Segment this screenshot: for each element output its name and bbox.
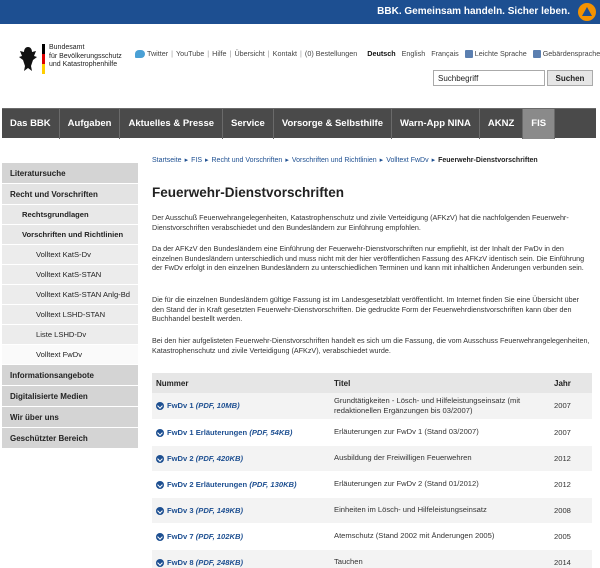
doc-title: Ausbildung der Freiwilligen Feuerwehren (330, 445, 550, 471)
twitter-link[interactable]: Twitter (135, 49, 168, 58)
doc-year: 2007 (550, 419, 592, 445)
nav-aufgaben[interactable]: Aufgaben (60, 109, 121, 139)
sidebar-item-katsstan-anlg[interactable]: Volltext KatS-STAN Anlg-Bd (2, 285, 138, 305)
overview-link[interactable]: Übersicht (234, 49, 265, 58)
intro-paragraph-1: Der Ausschuß Feuerwehrangelegenheiten, Katastrophenschutz und zivile Verteidigung (AFKzV) hat die nachfolgenden Feuerwehr-Dienstvorschriften verabschiedet und den Bundesländern zur Einführung empfohlen. (152, 213, 569, 232)
download-arrow-icon (156, 533, 164, 541)
orders-link[interactable]: (0) Bestellungen (304, 49, 358, 58)
top-bar (0, 0, 600, 24)
german-flag-bar (42, 44, 45, 74)
doc-year: 2007 (550, 393, 592, 419)
page-title: Feuerwehr-Dienstvorschriften (152, 185, 345, 200)
lang-english[interactable]: English (401, 49, 426, 58)
download-link[interactable]: FwDv 7 (PDF, 102KB) (156, 532, 243, 541)
download-arrow-icon (156, 481, 164, 489)
search-button[interactable]: Suchen (547, 70, 593, 86)
sidebar-item-digitalisierte-medien[interactable]: Digitalisierte Medien (2, 386, 138, 407)
contact-link[interactable]: Kontakt (272, 49, 298, 58)
lang-deutsch[interactable]: Deutsch (367, 49, 396, 58)
sidebar-item-literatursuche[interactable]: Literatursuche (2, 163, 138, 184)
intro-paragraph-2: Da der AFKzV den Bundesländern eine Einführung der Feuerwehr-Dienstvorschriften nur empfiehlt, ist der Inhalt der FwDv in den einzelnen Bundesländern unterschiedlich und muss nicht mit der hier veröffentlichen Fassung des AFKzV identisch sein. Die Einführung der FwDv erfolgt in den einzelnen Bundesländern zu unterschiedlichen Terminen und kann mit inhaltlichen Änderungen verbunden sein. (152, 244, 585, 273)
easy-language-link[interactable]: Leichte Sprache (465, 49, 527, 58)
nav-warn-app-nina[interactable]: Warn-App NINA (392, 109, 480, 139)
table-row (152, 393, 592, 419)
service-links: Twitter | YouTube | Hilfe | Übersicht | Kontakt | (0) Bestellungen Deutsch English Français Leichte Sprache Gebärdensprache (135, 49, 600, 58)
doc-title: Erläuterungen zur FwDv 1 (Stand 03/2007) (330, 419, 550, 445)
sidebar-item-informationsangebote[interactable]: Informationsangebote (2, 365, 138, 386)
easy-language-icon (465, 50, 473, 58)
download-link[interactable]: FwDv 2 (PDF, 420KB) (156, 454, 243, 463)
doc-year: 2012 (550, 471, 592, 497)
breadcrumb-vorschriften[interactable]: Vorschriften und Richtlinien (291, 157, 377, 164)
fwdv-table (152, 373, 592, 568)
header-jahr: Jahr (550, 373, 592, 393)
download-arrow-icon (156, 559, 164, 567)
nav-fis[interactable]: FIS (523, 109, 555, 139)
nav-das-bbk[interactable]: Das BBK (2, 109, 60, 139)
twitter-icon (135, 50, 145, 58)
download-link[interactable]: FwDv 2 Erläuterungen (PDF, 130KB) (156, 480, 297, 489)
sidebar-item-katsstan[interactable]: Volltext KatS-STAN (2, 265, 138, 285)
doc-title: Grundtätigkeiten - Lösch- und Hilfeleistungseinsatz (mit redaktionellen Ergänzungen bis 03/2007) (330, 393, 550, 419)
nav-aknz[interactable]: AKNZ (480, 109, 523, 139)
federal-eagle-icon (18, 44, 38, 74)
download-arrow-icon (156, 402, 164, 410)
intro-paragraph-3: Die für die einzelnen Bundesländern gültige Fassung ist im Landesgesetzblatt veröffentlicht. Im Internet finden Sie eine Übersicht über den Stand der in Kraft gesetzten Feuerwehr-Dienstvorschriften. Die gedruckte Form der Feuerwehrdienstvorschriften kann über den Buchhandel bestellt werden. (152, 295, 579, 324)
sidebar-item-recht[interactable]: Recht und Vorschriften (2, 184, 138, 205)
nav-vorsorge[interactable]: Vorsorge & Selbsthilfe (274, 109, 392, 139)
table-row (152, 523, 592, 549)
breadcrumb-fis[interactable]: FIS (191, 157, 202, 164)
doc-title: Atemschutz (Stand 2002 mit Änderungen 2005) (330, 523, 550, 549)
table-row (152, 419, 592, 445)
table-header-row (152, 373, 592, 393)
breadcrumb-current: Feuerwehr-Dienstvorschriften (438, 157, 538, 164)
header-titel: Titel (330, 373, 550, 393)
sidebar-item-rechtsgrundlagen[interactable]: Rechtsgrundlagen (2, 205, 138, 225)
download-arrow-icon (156, 455, 164, 463)
sidebar-item-geschuetzter-bereich[interactable]: Geschützter Bereich (2, 428, 138, 449)
main-navigation (2, 108, 596, 138)
download-arrow-icon (156, 507, 164, 515)
download-link[interactable]: FwDv 3 (PDF, 149KB) (156, 506, 243, 515)
doc-title: Erläuterungen zur FwDv 2 (Stand 01/2012) (330, 471, 550, 497)
download-link[interactable]: FwDv 8 (PDF, 248KB) (156, 558, 243, 567)
download-link[interactable]: FwDv 1 (PDF, 10MB) (156, 401, 240, 410)
sidebar (2, 163, 138, 449)
doc-year: 2012 (550, 445, 592, 471)
doc-title: Tauchen (330, 549, 550, 568)
breadcrumb-recht[interactable]: Recht und Vorschriften (211, 157, 283, 164)
sidebar-item-wir-ueber-uns[interactable]: Wir über uns (2, 407, 138, 428)
doc-year: 2008 (550, 497, 592, 523)
sign-language-icon (533, 50, 541, 58)
bbk-logo-icon[interactable] (578, 3, 596, 21)
breadcrumb-volltext[interactable]: Volltext FwDv (386, 157, 429, 164)
sidebar-item-fwdv[interactable]: Volltext FwDv (2, 345, 138, 365)
sidebar-item-lshdstan[interactable]: Volltext LSHD-STAN (2, 305, 138, 325)
lang-francais[interactable]: Français (431, 49, 459, 58)
sign-language-link[interactable]: Gebärdensprache (533, 49, 600, 58)
table-row (152, 471, 592, 497)
help-link[interactable]: Hilfe (212, 49, 227, 58)
download-arrow-icon (156, 429, 164, 437)
doc-year: 2005 (550, 523, 592, 549)
nav-aktuelles-presse[interactable]: Aktuelles & Presse (120, 109, 223, 139)
main-content (152, 156, 592, 567)
table-row (152, 549, 592, 568)
table-row (152, 445, 592, 471)
doc-title: Einheiten im Lösch- und Hilfeleistungseinsatz (330, 497, 550, 523)
sidebar-item-vorschriften[interactable]: Vorschriften und Richtlinien (2, 225, 138, 245)
doc-year: 2014 (550, 549, 592, 568)
nav-service[interactable]: Service (223, 109, 274, 139)
youtube-link[interactable]: YouTube (176, 49, 205, 58)
header-nummer: Nummer (152, 373, 330, 393)
intro-paragraph-4: Bei den hier aufgelisteten Feuerwehr-Dienstvorschriften handelt es sich um die Fassung, die vom Ausschuss Feuerwehrangelegenheiten, Katastrophenschutz und zivile Verteidigung (AFKzV), verabschiedet wurde. (152, 336, 590, 355)
sidebar-item-katsdv[interactable]: Volltext KatS-Dv (2, 245, 138, 265)
breadcrumb: Startseite ▸ FIS ▸ Recht und Vorschriften ▸ Vorschriften und Richtlinien ▸ Volltext FwDv ▸ Feuerwehr-Dienstvorschriften (152, 157, 538, 164)
sidebar-item-lshddv[interactable]: Liste LSHD-Dv (2, 325, 138, 345)
breadcrumb-startseite[interactable]: Startseite (152, 157, 182, 164)
table-row (152, 497, 592, 523)
slogan: BBK. Gemeinsam handeln. Sicher leben. (377, 6, 570, 17)
agency-name: Bundesamt für Bevölkerungsschutz und Katastrophenhilfe (49, 44, 122, 68)
search-input[interactable] (433, 70, 545, 86)
download-link[interactable]: FwDv 1 Erläuterungen (PDF, 54KB) (156, 428, 292, 437)
